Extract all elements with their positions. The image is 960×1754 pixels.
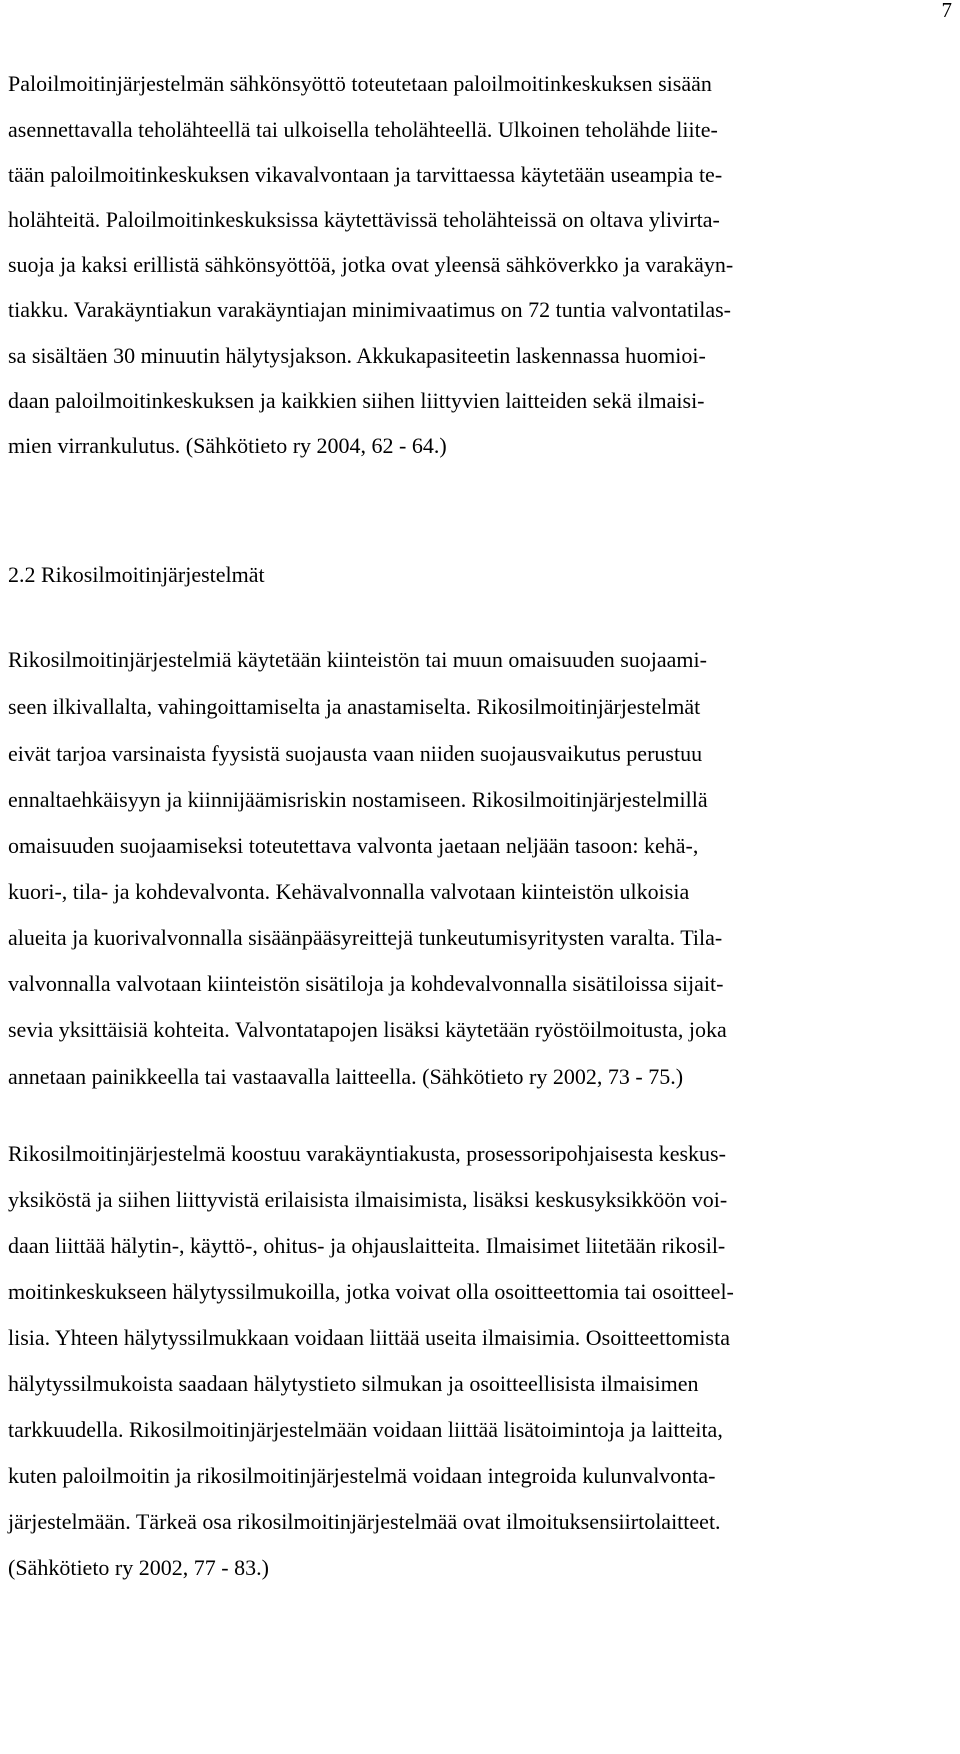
paragraph-3-line: yksiköstä ja siihen liittyvistä erilaisista ilmaisimista, lisäksi keskusyksikköön voi- (8, 1187, 728, 1212)
paragraph-1-line: daan paloilmoitinkeskuksen ja kaikkien siihen liittyvien laitteiden sekä ilmaisi- (8, 388, 705, 413)
paragraph-1-line: suoja ja kaksi erillistä sähkönsyöttöä, jotka ovat yleensä sähköverkko ja varakäyn- (8, 252, 734, 277)
paragraph-3-line: hälytyssilmukoista saadaan hälytystieto silmukan ja osoitteellisista ilmaisimen (8, 1371, 699, 1396)
paragraph-1-line: sa sisältäen 30 minuutin hälytysjakson. Akkukapasiteetin laskennassa huomioi- (8, 343, 706, 368)
paragraph-2-line: annetaan painikkeella tai vastaavalla laitteella. (Sähkötieto ry 2002, 73 - 75.) (8, 1064, 684, 1089)
paragraph-2-line: Rikosilmoitinjärjestelmiä käytetään kiinteistön tai muun omaisuuden suojaami- (8, 647, 707, 672)
page-number: 7 (941, 0, 952, 22)
paragraph-3-line: (Sähkötieto ry 2002, 77 - 83.) (8, 1555, 269, 1580)
paragraph-1-line: holähteitä. Paloilmoitinkeskuksissa käytettävissä teholähteissä on oltava ylivirta- (8, 207, 720, 232)
paragraph-1-line: tään paloilmoitinkeskuksen vikavalvontaan ja tarvittaessa käytetään useampia te- (8, 162, 723, 187)
paragraph-2-line: seen ilkivallalta, vahingoittamiselta ja anastamiselta. Rikosilmoitinjärjestelmät (8, 694, 701, 719)
paragraph-2-line: kuori-, tila- ja kohdevalvonta. Kehävalvonnalla valvotaan kiinteistön ulkoisia (8, 879, 690, 904)
paragraph-3-line: kuten paloilmoitin ja rikosilmoitinjärjestelmä voidaan integroida kulunvalvonta- (8, 1463, 716, 1488)
paragraph-3-line: järjestelmään. Tärkeä osa rikosilmoitinjärjestelmää ovat ilmoituksensiirtolaitteet. (8, 1509, 721, 1534)
paragraph-2-line: ennaltaehkäisyyn ja kiinnijäämisriskin nostamiseen. Rikosilmoitinjärjestelmillä (8, 787, 708, 812)
paragraph-2-line: sevia yksittäisiä kohteita. Valvontatapojen lisäksi käytetään ryöstöilmoitusta, joka (8, 1017, 727, 1042)
paragraph-3-line: tarkkuudella. Rikosilmoitinjärjestelmään voidaan liittää lisätoimintoja ja laitteita, (8, 1417, 723, 1442)
paragraph-2-line: eivät tarjoa varsinaista fyysistä suojausta vaan niiden suojausvaikutus perustuu (8, 741, 703, 766)
paragraph-1-line: mien virrankulutus. (Sähkötieto ry 2004, 62 - 64.) (8, 433, 447, 458)
paragraph-3-line: daan liittää hälytin-, käyttö-, ohitus- ja ohjauslaitteita. Ilmaisimet liitetään rikosil- (8, 1233, 726, 1258)
paragraph-3-line: moitinkeskukseen hälytyssilmukoilla, jotka voivat olla osoitteettomia tai osoitteel- (8, 1279, 734, 1304)
paragraph-1-line: Paloilmoitinjärjestelmän sähkönsyöttö toteutetaan paloilmoitinkeskuksen sisään (8, 71, 712, 96)
paragraph-3-line: lisia. Yhteen hälytyssilmukkaan voidaan liittää useita ilmaisimia. Osoitteettomista (8, 1325, 730, 1350)
paragraph-1-line: asennettavalla teholähteellä tai ulkoisella teholähteellä. Ulkoinen teholähde liite- (8, 117, 718, 142)
paragraph-2-line: alueita ja kuorivalvonnalla sisäänpääsyreittejä tunkeutumisyritysten varalta. Tila- (8, 925, 723, 950)
paragraph-3-line: Rikosilmoitinjärjestelmä koostuu varakäyntiakusta, prosessoripohjaisesta keskus- (8, 1141, 726, 1166)
paragraph-1-line: tiakku. Varakäyntiakun varakäyntiajan minimivaatimus on 72 tuntia valvontatilas- (8, 297, 731, 322)
paragraph-2-line: valvonnalla valvotaan kiinteistön sisätiloja ja kohdevalvonnalla sisätiloissa sijait- (8, 971, 724, 996)
section-heading: 2.2 Rikosilmoitinjärjestelmät (8, 562, 265, 587)
paragraph-2-line: omaisuuden suojaamiseksi toteutettava valvonta jaetaan neljään tasoon: kehä-, (8, 833, 699, 858)
